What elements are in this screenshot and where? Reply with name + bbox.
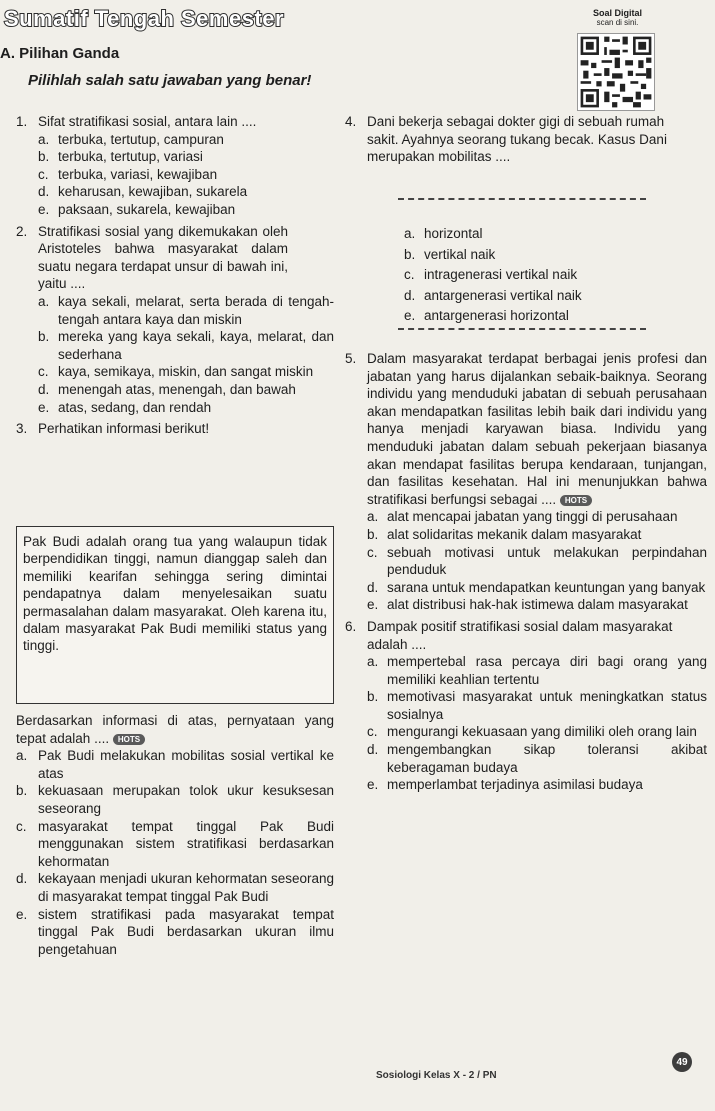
option-d[interactable]: d. mengembangkan sikap toleransi akibat keberagaman budaya [367, 742, 707, 775]
option-b[interactable]: b. mereka yang kaya sekali, kaya, melarat, dan sederhana [38, 329, 334, 362]
left-column [16, 113, 334, 442]
question-text: Dalam masyarakat terdapat berbagai jenis profesi dan jabatan yang harus dijalankan sebaik-baiknya. Seorang individu yang menduduki jabatan di sebuah perusahaan akan mendapatkan fasilitas lebih baik dari individu yang hanya menjadi karyawan biasa. Individu yang menduduki jabatan dalam sebuah pekerjaan biasanya akan mendapat fasilitas berupa kendaraan, tunjangan, dan fasilitas kesehatan. Hal ini menunjukkan bahwa stratifikasi berfungsi sebagai .... HOTS [367, 351, 707, 507]
qr-subtitle: scan di sini. [596, 18, 639, 27]
question-number: 6. [345, 618, 357, 634]
option-d[interactable]: d. menengah atas, menengah, dan bawah [38, 381, 296, 397]
option-c[interactable]: c. kaya, semikaya, miskin, dan sangat miskin [38, 364, 314, 380]
section-heading: A. Pilihan Ganda [0, 45, 120, 62]
option-a[interactable]: a. alat mencapai jabatan yang tinggi di perusahaan [367, 509, 678, 525]
question-text: Stratifikasi sosial yang dikemukakan oleh Aristoteles bahwa masyarakat dalam suatu negara terdapat unsur di bawah ini, yaitu .... [38, 223, 288, 292]
options-list [367, 653, 707, 794]
options-list [38, 293, 334, 416]
footer-book-title: Sosiologi Kelas X - 2 / PN [376, 1070, 497, 1081]
question-3-stem: Berdasarkan informasi di atas, pernyataan yang tepat adalah .... HOTS [16, 713, 334, 746]
question-text: Dampak positif stratifikasi sosial dalam masyarakat adalah .... [367, 618, 673, 652]
option-e[interactable]: e. sistem stratifikasi pada masyarakat tempat tinggal Pak Budi berdasarkan ukuran ilmu pengetahuan [16, 906, 334, 957]
question-text: Dani bekerja sebagai dokter gigi di sebuah rumah sakit. Ayahnya seorang tukang becak. Kasus Dani merupakan mobilitas .... [367, 114, 667, 165]
qr-code-icon[interactable] [577, 33, 655, 111]
question-number: 1. [16, 114, 28, 129]
options-list [38, 131, 334, 219]
hots-badge: HOTS [113, 734, 145, 745]
option-e[interactable]: e. paksaan, sukarela, kewajiban [38, 201, 236, 217]
option-a[interactable]: a. terbuka, tertutup, campuran [38, 131, 224, 147]
option-a[interactable]: a. mempertebal rasa percaya diri bagi orang yang memiliki keahlian tertentu [367, 654, 707, 687]
option-e[interactable]: e. memperlambat terjadinya asimilasi budaya [367, 777, 643, 793]
question-5 [345, 350, 707, 798]
right-column [345, 113, 715, 166]
question-text: Sifat stratifikasi sosial, antara lain .... [38, 114, 257, 129]
option-a[interactable]: a. Pak Budi melakukan mobilitas sosial vertikal ke atas [16, 748, 334, 781]
options-list [367, 508, 707, 614]
page-title: Sumatif Tengah Semester [4, 6, 285, 31]
option-c[interactable]: c. terbuka, variasi, kewajiban [38, 166, 218, 182]
hots-badge: HOTS [560, 495, 592, 506]
option-c[interactable]: c. mengurangi kekuasaan yang dimiliki oleh orang lain [367, 724, 697, 740]
option-d[interactable]: d. antargenerasi vertikal naik [404, 287, 582, 303]
question-1 [16, 113, 334, 219]
option-a[interactable]: a. horizontal [404, 226, 483, 241]
option-d[interactable]: d. kekayaan menjadi ukuran kehormatan seseorang di masyarakat tempat tinggal Pak Budi [16, 871, 334, 904]
question-number: 4. [345, 114, 357, 129]
page-number: 49 [672, 1052, 692, 1072]
option-d[interactable]: d. keharusan, kewajiban, sukarela [38, 184, 248, 200]
option-e[interactable]: e. atas, sedang, dan rendah [38, 399, 212, 415]
instruction: Pilihlah salah satu jawaban yang benar! [28, 72, 312, 89]
question-2 [16, 223, 334, 417]
option-c[interactable]: c. sebuah motivasi untuk melakukan perpindahan penduduk [367, 544, 707, 578]
option-e[interactable]: e. antargenerasi horizontal [404, 308, 569, 324]
question-4 [345, 113, 715, 166]
question-3-continued [16, 712, 334, 958]
info-box [16, 526, 334, 704]
qr-title: Soal Digital [592, 8, 642, 18]
question-number: 3. [16, 421, 28, 437]
info-text: Pak Budi adalah orang tua yang walaupun tidak berpendidikan tinggi, namun dianggap saleh dan memiliki kearifan sehingga sering dimintai pendapatnya dalam menyelesaikan suatu permasalahan dalam masyarakat. Oleh karena itu, dalam masyarakat Pak Budi memiliki status yang tinggi. [23, 534, 327, 654]
option-b[interactable]: b. kekuasaan merupakan tolok ukur kesuksesan seseorang [16, 783, 334, 816]
question-number: 5. [345, 351, 357, 366]
qr-label [575, 8, 660, 28]
option-c[interactable]: c. intragenerasi vertikal naik [404, 267, 578, 283]
option-b[interactable]: b. vertikal naik [404, 246, 496, 262]
option-c[interactable]: c. masyarakat tempat tinggal Pak Budi menggunakan sistem stratifikasi berdasarkan kehormatan [16, 818, 334, 869]
question-text: Perhatikan informasi berikut! [38, 421, 210, 437]
question-4-options [404, 224, 644, 327]
question-6 [345, 618, 707, 794]
option-b[interactable]: b. memotivasi masyarakat untuk meningkatkan status sosialnya [367, 689, 707, 722]
title-banner [0, 4, 360, 34]
options-list [16, 747, 334, 958]
option-a[interactable]: a. kaya sekali, melarat, serta berada di tengah-tengah antara kaya dan miskin [38, 293, 334, 327]
option-d[interactable]: d. sarana untuk mendapatkan keuntungan yang banyak [367, 579, 706, 595]
option-e[interactable]: e. alat distribusi hak-hak istimewa dalam masyarakat [367, 597, 688, 613]
option-b[interactable]: b. alat solidaritas mekanik dalam masyarakat [367, 526, 642, 542]
question-3 [16, 420, 334, 438]
question-number: 2. [16, 223, 28, 239]
option-b[interactable]: b. terbuka, tertutup, variasi [38, 149, 203, 165]
